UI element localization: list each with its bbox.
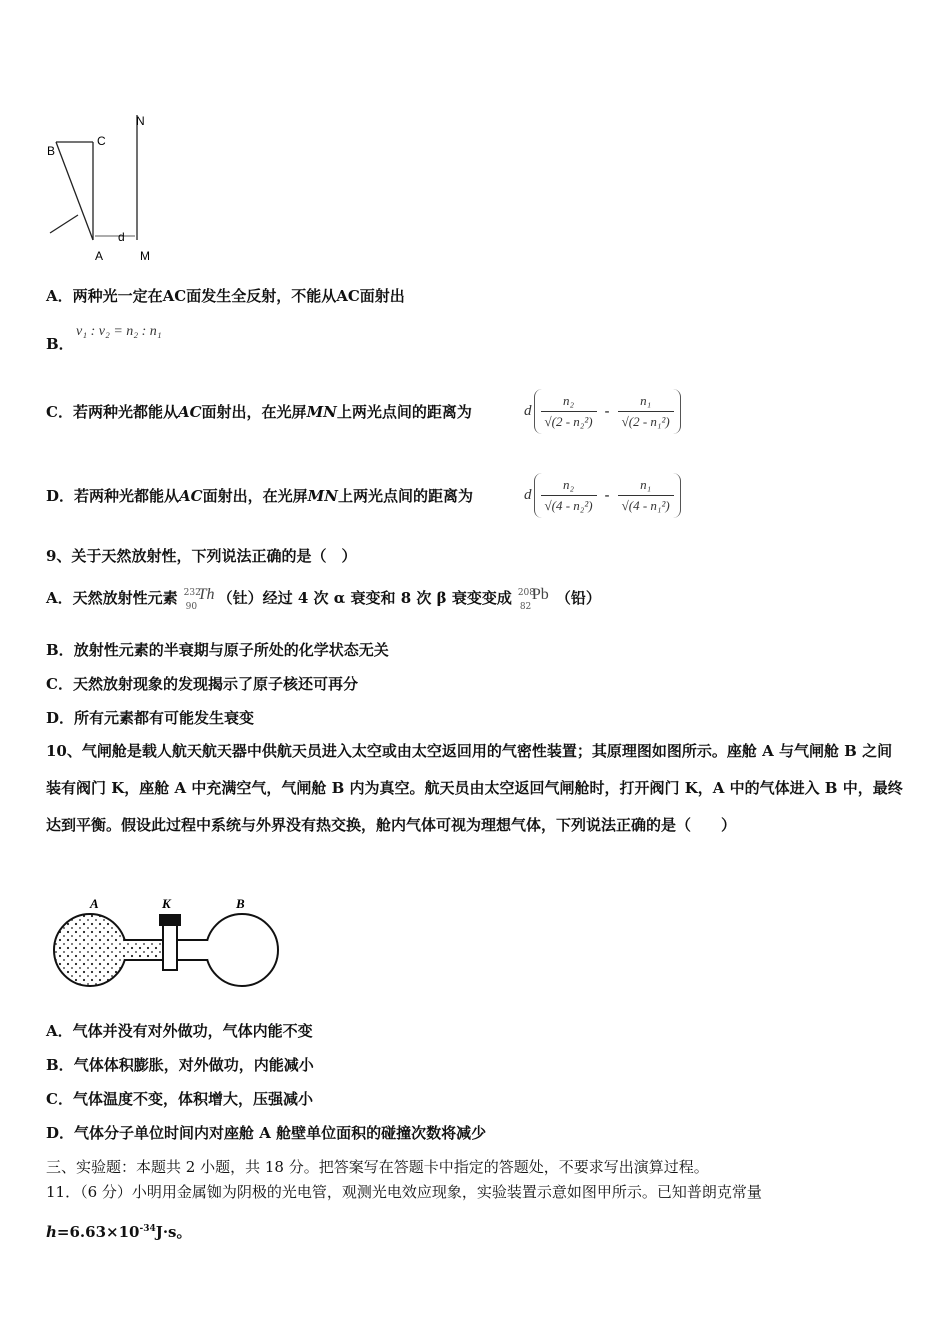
label-b-airlock: B [236, 896, 245, 911]
q10-option-b: B．气体体积膨胀，对外做功，内能减小 [46, 1056, 314, 1074]
thorium-nuclide: 232 90 Th [183, 586, 215, 612]
label-m: M [140, 249, 150, 263]
q9-option-c: C．天然放射现象的发现揭示了原子核还可再分 [46, 675, 358, 693]
valve-k [163, 920, 177, 970]
distance-formula-d: d $\frac{\text{n₂}}{\text{√(4 - n₂²)}}$ - $\frac{\text{n₁}}{\text{√(4 - n₁²)}}$ [524, 464, 681, 526]
ratio-formula: v₁ : v₂ = n₂ : n₁ [76, 324, 162, 339]
q11-stem: 11．（6 分）小明用金属铷为阴极的光电管，观测光电效应现象，实验装置示意如图甲所示。已知普朗克常量 [46, 1183, 762, 1201]
valve-k-handle [159, 914, 181, 926]
q9-option-d: D．所有元素都有可能发生衰变 [46, 709, 255, 727]
label-k-valve: K [162, 896, 171, 911]
label-a-cabin: A [90, 896, 99, 911]
q9-option-b: B．放射性元素的半衰期与原子所处的化学状态无关 [46, 641, 389, 659]
q10-stem: 10、气闸舱是载人航天航天器中供航天员进入太空或由太空返回用的气密性装置；其原理图如图所示。座舱 A 与气闸舱 B 之间装有阀门 K，座舱 A 中充满空气，气闸舱 B 内为真空。航天员由太空返回气闸舱时，打开阀门 K，A 中的气体进入 B 中，最终达到平衡。假设此过程中系统与外界没有热交换，舱内气体可视为理想气体，下列说法正确的是（ ） [46, 742, 903, 834]
lead-nuclide: 208 82 Pb [517, 586, 549, 612]
label-a: A [95, 249, 104, 263]
section-heading: 三、实验题：本题共 2 小题，共 18 分。把答案写在答题卡中指定的答题处，不要求写出演算过程。 [46, 1158, 709, 1176]
prism-figure [40, 105, 170, 270]
label-n: N [136, 114, 145, 128]
planck-constant: $h=6.63\times 10^{-34}J\cdot s$。 [46, 1223, 192, 1241]
q9-stem: 9、关于天然放射性，下列说法正确的是（ ） [46, 547, 357, 565]
q10-option-a: A．气体并没有对外做功，气体内能不变 [46, 1022, 313, 1040]
distance-formula-c: d $\frac{\text{n₂}}{\text{√(2 - n₂²)}}$ - $\frac{\text{n₁}}{\text{√(2 - n₁²)}}$ [524, 380, 681, 442]
q10-option-d: D．气体分子单位时间内对座舱 A 舱壁单位面积的碰撞次数将减少 [46, 1124, 487, 1142]
label-d: d [118, 230, 125, 244]
q8-option-a: A．两种光一定在AC面发生全反射，不能从AC面射出 [46, 287, 405, 305]
cabin-a [54, 914, 126, 986]
airlock-b [206, 914, 278, 986]
airlock-figure [50, 890, 290, 995]
q9-option-a: A． 天然放射性元素 232 90 Th （钍）经过 4 次 α 衰变和 8 次 β 衰变变成 208 82 Pb （铅） [46, 578, 601, 618]
label-c: C [97, 134, 106, 148]
q10-option-c: C．气体温度不变，体积增大，压强减小 [46, 1090, 313, 1108]
label-b: B [47, 144, 56, 158]
incident-ray [50, 215, 78, 233]
